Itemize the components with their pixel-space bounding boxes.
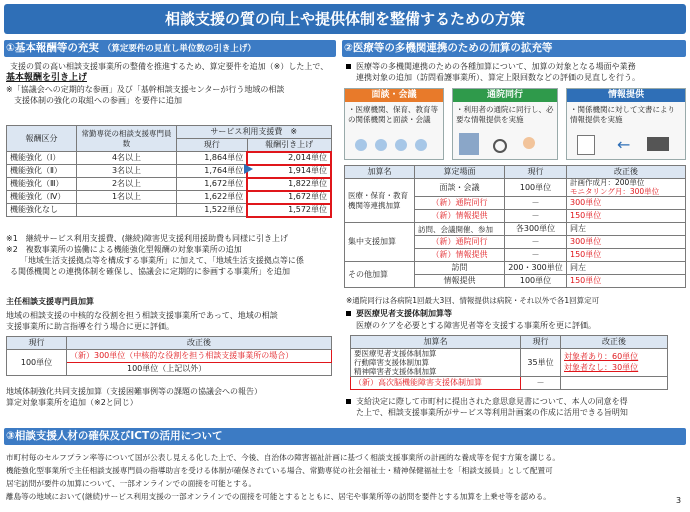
s2-note: ※通院同行は各病院1回最大3回、情報提供は病院・それ以外で各1回算定可	[346, 296, 600, 305]
add-th-scene: 算定場面	[415, 166, 505, 179]
s1-footnote-2: ※2 複数事業所の協働による機能強化型報酬の対象事業所の追加	[6, 245, 242, 254]
add-th-current: 現行	[505, 166, 567, 179]
fee-current: 1,622単位	[177, 191, 248, 204]
section-1-title: ①基本報酬等の充実	[6, 42, 99, 54]
table-row	[345, 262, 686, 275]
card-meeting-body: ・医療機関、保育、教育等の関係機関と面談・会議	[348, 105, 438, 125]
table-row	[345, 223, 686, 236]
add-after: 同左	[567, 223, 686, 236]
fee-staff: 2名以上	[77, 178, 177, 191]
fee-table	[6, 125, 332, 218]
table-row	[7, 165, 332, 178]
s1-footnote-1: ※1 継続サービス利用支援費、(継続)障害児支援利用援助費も同様に引き上げ	[6, 234, 289, 243]
person-icon	[355, 139, 367, 151]
card-info-provision	[566, 88, 686, 160]
sup-name: 行動障害支援体制加算	[354, 358, 429, 367]
fee-current: 1,764単位	[177, 165, 248, 178]
s3-line-3: 居宅訪問が要件の加算について、一部オンラインでの面接を可能とする。	[6, 479, 257, 488]
add-current: －	[505, 197, 567, 210]
sup-name: 要医療児者支援体制加算	[354, 349, 437, 358]
add-name: その他加算	[345, 262, 415, 288]
table-row	[7, 178, 332, 191]
fee-th-type: 報酬区分	[7, 126, 77, 152]
add-after: 150単位	[567, 275, 686, 288]
add-current: －	[505, 249, 567, 262]
fee-staff: 3名以上	[77, 165, 177, 178]
card-info-body: ・関係機関に対して文書により情報提供を実施	[570, 105, 675, 125]
add-scene: （新）通院同行	[415, 236, 505, 249]
bullet-icon	[346, 399, 351, 404]
table-row	[7, 152, 332, 165]
bullet-icon	[346, 311, 351, 316]
card-meeting	[344, 88, 444, 160]
fee-staff	[77, 204, 177, 217]
s1-footnote-3: 「地域生活支援拠点等を構成する事業所」に加えて、「地域生活支援拠点等に係	[20, 256, 304, 265]
fee-current: 1,864単位	[177, 152, 248, 165]
bullet-icon	[346, 64, 351, 69]
add-after: 同左	[567, 262, 686, 275]
add-name: 集中支援加算	[345, 223, 415, 262]
card-hospital-visit	[452, 88, 558, 160]
s3-line-1: 市町村毎のセルフプラン率等について国が公表し見える化した上で、今後、自治体の障害福祉計画に基づく相談支援事業所の計画的な養成等を促す方策を講じる。	[6, 453, 561, 462]
add-after: 300単位	[567, 236, 686, 249]
fee-th-fee: サービス利用支援費 ※	[177, 126, 332, 139]
fee-type: 機能強化（Ⅲ）	[7, 178, 77, 191]
person-icon	[395, 139, 407, 151]
add-current: －	[505, 210, 567, 223]
fee-type: 機能強化（Ⅱ）	[7, 165, 77, 178]
add-scene: 訪問、会議開催、参加	[415, 223, 505, 236]
page-number: 3	[676, 496, 682, 505]
s2-b3-line-1: 支給決定に際して市町村に提出された意思意見書について、本人の同意を得	[356, 397, 628, 406]
s1-note-2: 支援体制の強化の取組への参画」を要件に追加	[14, 96, 182, 105]
s3-line-2: 機能強化型事業所で主任相談支援専門員の指導助言を受ける体制が確保されている場合、常勤専従の社会福祉士・精神保健福祉士を「相談支援員」として配置可	[6, 466, 553, 475]
add-name: 医療・保育・教育機関等連携加算	[345, 179, 415, 223]
sup-new-name: （新）高次脳機能障害支援体制加算	[351, 377, 521, 390]
s2-b3-line-2: た上で、相談支援事業所がサービス等利用計画案の作成に活用できる旨明知	[356, 408, 628, 417]
section-2-header: ②医療等の多機関連携のための加算の拡充等	[342, 40, 686, 57]
add-after: 300単位	[567, 197, 686, 210]
s2-b1-line-1: 医療等の多機関連携のための各種加算について、加算の対象となる場面や業務	[356, 62, 636, 71]
page-title: 相談支援の質の向上や提供体制を整備するための方策	[4, 4, 686, 34]
person-icon	[375, 139, 387, 151]
addition-table	[344, 165, 686, 288]
fee-staff: 4名以上	[77, 152, 177, 165]
sup-after-2: 対象者なし：30単位	[564, 362, 639, 372]
sup-after-1: 対象者あり：60単位	[564, 352, 639, 362]
computer-icon	[647, 137, 669, 151]
section-1-header	[4, 40, 336, 57]
sup-new-current: －	[521, 377, 561, 390]
fee-type: 機能強化（Ⅰ）	[7, 152, 77, 165]
document-icon	[577, 135, 595, 155]
s3-line-4: 離島等の地域において(継続)サービス利用支援の一部オンラインでの面接を可能とするとともに、居宅や事業所等の訪問を要件とする加算を上乗せ等を認める。	[6, 492, 551, 501]
person-icon	[415, 139, 427, 151]
s1-p3-line-1: 地域体制強化共同支援加算（支援困難事例等の課題の協議会への報告）	[6, 387, 262, 396]
fee-current: 1,522単位	[177, 204, 248, 217]
add-after: 150単位	[567, 210, 686, 223]
wheelchair-icon	[493, 139, 507, 153]
card-info-title: 情報提供	[567, 89, 685, 102]
fee-after: 1,822単位	[247, 178, 331, 191]
add-current: －	[505, 236, 567, 249]
s1-intro: 支援の質の高い相談支援事業所の整備を推進するため、算定要件を追加（※）した上で、	[10, 62, 329, 71]
fee-type: 機能強化（Ⅳ）	[7, 191, 77, 204]
add-scene: （新）情報提供	[415, 210, 505, 223]
fee-th-staff: 常勤専従の相談支援専門員数	[77, 126, 177, 152]
p2-current: 100単位	[7, 350, 67, 376]
support-table	[350, 335, 668, 390]
add-current: 100単位	[505, 179, 567, 197]
section-3-header: ③相談支援人材の確保及びICTの活用について	[4, 428, 686, 445]
table-row	[345, 179, 686, 197]
fee-th-after: 報酬引き上げ	[247, 139, 331, 152]
fee-th-current: 現行	[177, 139, 248, 152]
s2-b2-line: 医療のケアを必要とする障害児者等を支援する事業所を更に評価。	[356, 321, 596, 330]
sup-th-after: 改正後	[561, 336, 668, 349]
s1-intro-bold: 基本報酬を引き上げ	[6, 73, 88, 83]
fee-staff: 1名以上	[77, 191, 177, 204]
s1-p2-line-2: 支援事業所に助言指導を行う場合に更に評価。	[6, 322, 174, 331]
card-visit-body: ・利用者の通院に同行し、必要な情報提供を実施	[456, 105, 554, 125]
add-scene: （新）情報提供	[415, 249, 505, 262]
sup-th-current: 現行	[521, 336, 561, 349]
p2-new: （新）300単位（中核的な役割を担う相談支援事業所の場合）	[67, 350, 332, 363]
p2-th-current: 現行	[7, 337, 67, 350]
card-visit-title: 通院同行	[453, 89, 557, 102]
sup-th-name: 加算名	[351, 336, 521, 349]
s1-p2-title: 主任相談支援専門員加算	[6, 297, 94, 306]
fee-after: 1,572単位	[247, 204, 331, 217]
fee-after: 1,914単位	[247, 165, 331, 178]
add-scene: 面談・会議	[415, 179, 505, 197]
s2-b2-title: 要医療児者支援体制加算等	[356, 309, 452, 318]
add-after: 150単位	[567, 249, 686, 262]
fee-current: 1,672単位	[177, 178, 248, 191]
table-row	[7, 191, 332, 204]
add-th-after: 改正後	[567, 166, 686, 179]
section-1-subtitle: （算定要件の見直し単位数の引き上げ）	[102, 44, 256, 54]
s1-p3-line-2: 算定対象事業所を追加（※2と同じ）	[6, 398, 138, 407]
add-current: 各300単位	[505, 223, 567, 236]
s1-p2-line-1: 地域の相談支援の中核的な役割を担う相談支援事業所であって、地域の相談	[6, 311, 278, 320]
s1-note-1: ※「協議会への定期的な参画」及び「基幹相談支援センターが行う地域の相談	[6, 85, 285, 94]
s2-b1-line-2: 連携対象の追加（訪問看護事業所）、算定上限回数などの評価の見直しを行う。	[356, 73, 640, 82]
p2-th-after: 改正後	[67, 337, 332, 350]
add-current: 100単位	[505, 275, 567, 288]
add-after-1: 計画作成月：200単位	[570, 178, 645, 187]
arrow-left-icon: ←	[617, 135, 631, 154]
sup-name: 精神障害者支援体制加算	[354, 367, 437, 376]
fee-after: 2,014単位	[247, 152, 331, 165]
p2-other: 100単位（上記以外）	[67, 363, 332, 376]
add-after-2: モニタリング月：300単位	[570, 186, 660, 196]
add-scene: 訪問	[415, 262, 505, 275]
sup-current: 35単位	[521, 349, 561, 377]
add-current: 200・300単位	[505, 262, 567, 275]
add-scene: 情報提供	[415, 275, 505, 288]
card-meeting-title: 面談・会議	[345, 89, 443, 102]
p2-table	[6, 336, 332, 376]
table-row	[7, 204, 332, 217]
person-icon	[523, 137, 535, 149]
add-scene: （新）通院同行	[415, 197, 505, 210]
fee-type: 機能強化なし	[7, 204, 77, 217]
hospital-icon	[459, 133, 479, 155]
s1-footnote-4: る関係機関との連携体制を確保し、協議会に定期的に参画する事業所」を追加	[10, 267, 290, 276]
arrow-right-icon	[244, 164, 253, 174]
add-th-name: 加算名	[345, 166, 415, 179]
fee-after: 1,672単位	[247, 191, 331, 204]
